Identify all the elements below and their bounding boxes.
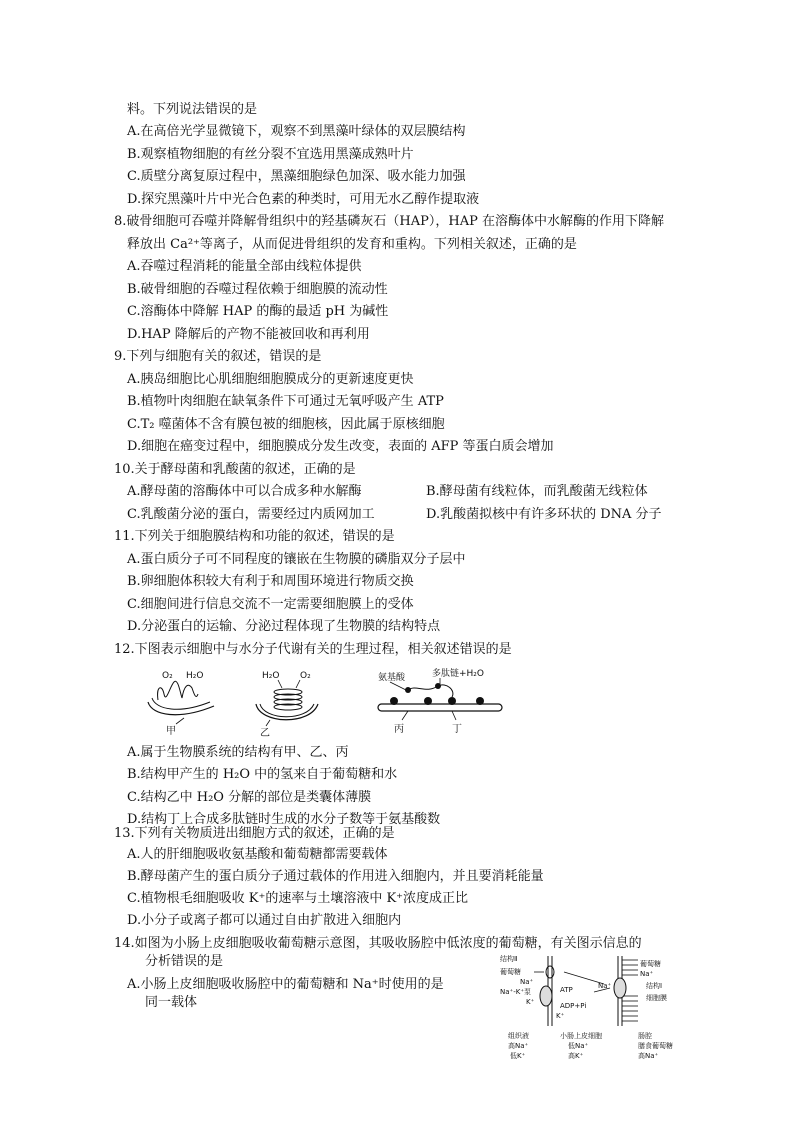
q9-option-b: B.植物叶肉细胞在缺氧条件下可通过无氧呼吸产生 ATP (127, 394, 444, 409)
q13-option-a: A.人的肝细胞吸收氨基酸和葡萄糖都需要载体 (127, 847, 388, 862)
q9-stem: 9.下列与细胞有关的叙述，错误的是 (114, 349, 322, 364)
q12-option-a: A.属于生物膜系统的结构有甲、乙、丙 (127, 745, 349, 760)
bing-label: 丙 (394, 724, 404, 735)
q9-option-c: C.T₂ 噬菌体不含有膜包被的细胞核，因此属于原核细胞 (127, 417, 445, 432)
na-label-1: Na⁺ (520, 978, 534, 986)
q14-stem: 14.如图为小肠上皮细胞吸收葡萄糖示意图，其吸收肠腔中低浓度的葡萄糖，有关图示信息的 (114, 936, 642, 951)
q7-stem-end: 料。下列说法错误的是 (127, 102, 258, 117)
q10-stem: 10.关于酵母菌和乳酸菌的叙述，正确的是 (114, 462, 356, 477)
cell-high-k-label: 高K⁺ (568, 1052, 584, 1060)
chloroplast-yi (256, 671, 318, 739)
tissue-high-na-label: 高Na⁺ (508, 1042, 529, 1050)
glucose-right-label: 葡萄糖 (640, 960, 661, 968)
lumen-high-na-label: 高Na⁺ (638, 1052, 659, 1060)
jia-label: 甲 (166, 726, 176, 737)
jia-o2-label: O₂ (162, 671, 173, 681)
q10-option-d: D.乳酸菌拟核中有许多环状的 DNA 分子 (426, 507, 662, 522)
adp-label: ADP+Pi (560, 1002, 587, 1010)
q8-option-a: A.吞噬过程消耗的能量全部由线粒体提供 (127, 259, 362, 274)
q7-option-b: B.观察植物细胞的有丝分裂不宜选用黑藻成熟叶片 (127, 147, 414, 162)
lumen-label: 肠腔 (638, 1032, 652, 1040)
q13-option-b: B.酵母菌产生的蛋白质分子通过载体的作用进入细胞内，并且要消耗能量 (127, 869, 544, 884)
ding-label: 丁 (452, 724, 462, 735)
q9-option-a: A.胰岛细胞比心肌细胞细胞膜成分的更新速度更快 (127, 372, 414, 387)
q13-stem: 13.下列有关物质进出细胞方式的叙述，正确的是 (114, 826, 395, 841)
q8-option-c: C.溶酶体中降解 HAP 的酶的最适 pH 为碱性 (127, 304, 389, 319)
q14-option-a-cont: 同一载体 (145, 995, 198, 1010)
q12-stem: 12.下图表示细胞中与水分子代谢有关的生理过程，相关叙述错误的是 (114, 642, 512, 657)
q7-option-a: A.在高倍光学显微镜下，观察不到黑藻叶绿体的双层膜结构 (127, 124, 466, 139)
q7-option-c: C.质壁分离复原过程中，黑藻细胞绿色加深、吸水能力加强 (127, 169, 466, 184)
peptide-label: 多肽链+H₂O (432, 669, 485, 679)
q11-option-b: B.卵细胞体积较大有利于和周围环境进行物质交换 (127, 574, 414, 589)
struct1-label: 结构Ⅰ (646, 982, 663, 990)
q8-stem: 8.破骨细胞可吞噬并降解骨组织中的羟基磷灰石（HAP），HAP 在溶酶体中水解酶的作用下降解 (114, 214, 664, 229)
q14-glucose-absorption-figure (498, 952, 702, 1070)
struct2-label: 结构Ⅱ (500, 955, 518, 963)
na-label-2: Na⁺ (598, 982, 612, 990)
pump-label: Na⁺-K⁺泵 (500, 988, 532, 996)
mitochondrion-jia (148, 671, 214, 737)
amino-acid-label: 氨基酸 (378, 673, 406, 683)
q11-option-a: A.蛋白质分子可不同程度的镶嵌在生物膜的磷脂双分子层中 (127, 552, 466, 567)
q12-organelle-figure (140, 664, 510, 740)
q14-stem-cont: 分析错误的是 (145, 954, 224, 969)
glucose-left-label: 葡萄糖 (500, 968, 521, 976)
q12-option-c: C.结构乙中 H₂O 分解的部位是类囊体薄膜 (127, 790, 372, 805)
yi-o2-label: O₂ (300, 671, 311, 681)
q11-option-c: C.细胞间进行信息交流不一定需要细胞膜上的受体 (127, 597, 414, 612)
yi-label: 乙 (260, 728, 270, 739)
q10-option-b: B.酵母菌有线粒体，而乳酸菌无线粒体 (426, 484, 648, 499)
cell-label: 小肠上皮细胞 (560, 1032, 602, 1040)
q13-option-d: D.小分子或离子都可以通过自由扩散进入细胞内 (127, 913, 402, 928)
k-label-1: K⁺ (526, 998, 535, 1006)
q8-option-b: B.破骨细胞的吞噬过程依赖于细胞膜的流动性 (127, 282, 388, 297)
cell-low-na-label: 低Na⁺ (568, 1042, 589, 1050)
q9-option-d: D.细胞在癌变过程中，细胞膜成分发生改变，表面的 AFP 等蛋白质会增加 (127, 439, 554, 454)
k-label-2: K⁺ (556, 1012, 565, 1020)
q12-option-d: D.结构丁上合成多肽链时生成的水分子数等于氨基酸数 (127, 812, 441, 827)
q10-option-c: C.乳酸菌分泌的蛋白，需要经过内质网加工 (127, 507, 375, 522)
jia-h2o-label: H₂O (186, 671, 204, 681)
q10-option-a: A.酵母菌的溶酶体中可以合成多种水解酶 (127, 484, 362, 499)
na-label-3: Na⁺ (640, 970, 654, 978)
q14-option-a: A.小肠上皮细胞吸收肠腔中的葡萄糖和 Na⁺时使用的是 (127, 977, 444, 992)
membrane-label: 细胞膜 (646, 994, 667, 1002)
yi-h2o-label: H₂O (262, 671, 280, 681)
dietary-glucose-label: 膳食葡萄糖 (638, 1042, 673, 1050)
q11-option-d: D.分泌蛋白的运输、分泌过程体现了生物膜的结构特点 (127, 619, 441, 634)
q8-option-d: D.HAP 降解后的产物不能被回收和再利用 (127, 327, 370, 342)
q7-option-d: D.探究黑藻叶片中光合色素的种类时，可用无水乙醇作提取液 (127, 192, 480, 207)
q13-option-c: C.植物根毛细胞吸收 K⁺的速率与土壤溶液中 K⁺浓度成正比 (127, 891, 469, 906)
tissue-low-k-label: 低K⁺ (510, 1052, 526, 1060)
er-ribosome-bing-ding (378, 667, 502, 735)
atp-label: ATP (560, 986, 573, 994)
q11-stem: 11.下列关于细胞膜结构和功能的叙述，错误的是 (114, 529, 395, 544)
tissue-fluid-label: 组织液 (508, 1032, 529, 1040)
q8-stem-cont: 释放出 Ca²⁺等离子，从而促进骨组织的发育和重构。下列相关叙述，正确的是 (127, 237, 577, 252)
q12-option-b: B.结构甲产生的 H₂O 中的氢来自于葡萄糖和水 (127, 767, 398, 782)
